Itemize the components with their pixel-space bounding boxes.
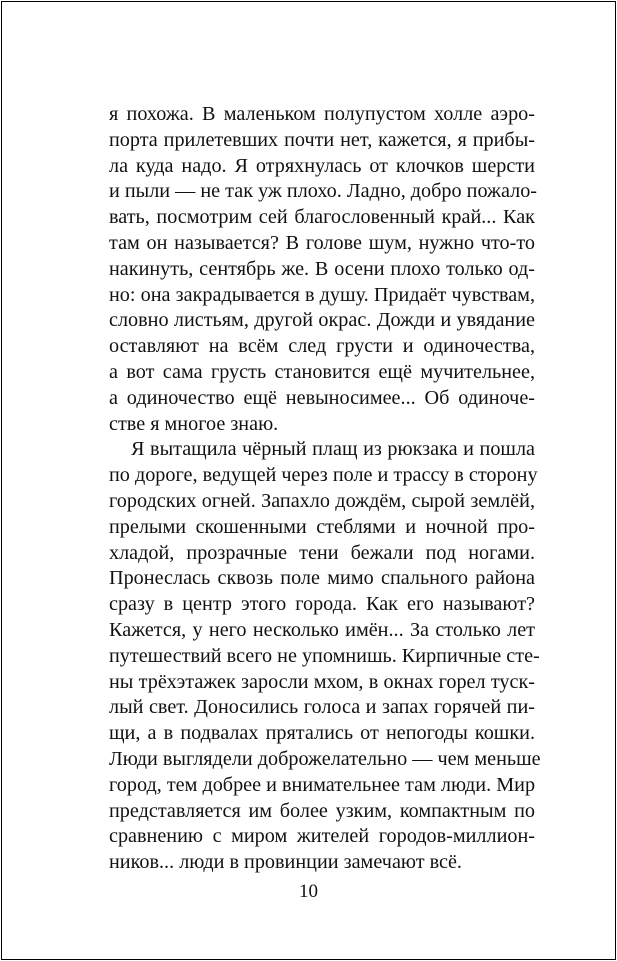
text-line: сравнению с миром жителей городов-миллион-: [109, 825, 535, 848]
text-line: город, тем добрее и внимательнее там люди. Мир: [109, 773, 536, 796]
text-line: накинуть, сентябрь же. В осени плохо только од-: [109, 257, 535, 280]
text-line: путешествий всего не упомнишь. Кирпичные сте-: [109, 644, 540, 667]
text-line: прелыми скошенными стеблями и ночной про-: [109, 515, 535, 538]
paragraph-1: [109, 102, 538, 437]
text-line: сразу в центр этого города. Как его называют?: [109, 593, 535, 616]
text-line: городских огней. Запахло дождём, сырой землёй,: [109, 489, 535, 512]
text-line: я похожа. В маленьком полупустом холле аэро-: [109, 103, 535, 125]
text-line: там он называется? В голове шум, нужно что-то: [109, 231, 535, 254]
text-line: щи, а в подвалах прятались от непогоды кошки.: [109, 722, 535, 745]
page-number: 10: [299, 881, 318, 902]
text-line: представляется им более узким, компактным по: [109, 799, 535, 822]
text-line: хладой, прозрачные тени бежали под ногами.: [109, 541, 535, 564]
text-line: Кажется, у него несколько имён... За столько лет: [109, 618, 535, 641]
text-line: и пыли — не так уж плохо. Ладно, добро пожало-: [109, 180, 538, 203]
text-line: но: она закрадывается в душу. Придаёт чувствам,: [109, 283, 535, 306]
text-line: лый свет. Доносились голоса и запах горячей пи-: [109, 696, 535, 719]
text-line: Я вытащила чёрный плащ из рюкзака и пошла: [131, 438, 535, 461]
text-line: ников... люди в провинции замечают всё.: [109, 851, 462, 874]
text-line: вать, посмотрим сей благословенный край... Как: [109, 206, 535, 229]
text-line: Пронеслась сквозь поле мимо спального района: [109, 567, 535, 590]
body-text: [109, 102, 541, 876]
text-line: а одиночество ещё невыносимее... Об одиноче-: [109, 386, 535, 409]
text-line: порта прилетевших почти нет, кажется, я прибы-: [109, 128, 535, 151]
text-line: стве я многое знаю.: [109, 412, 279, 435]
text-line: а вот сама грусть становится ещё мучительнее,: [109, 360, 535, 383]
paragraph-2: [109, 437, 541, 876]
text-line: оставляют на всём след грусти и одиночества,: [109, 335, 535, 358]
text-line: словно листьям, другой окрас. Дожди и увядание: [109, 309, 535, 332]
text-line: Люди выглядели доброжелательно — чем меньше: [109, 747, 541, 770]
text-line: по дороге, ведущей через поле и трассу в сторону: [109, 464, 538, 487]
text-line: ла куда надо. Я отряхнулась от клочков шерсти: [109, 154, 535, 177]
text-line: ны трёхэтажек заросли мхом, в окнах горел туск-: [109, 670, 535, 693]
